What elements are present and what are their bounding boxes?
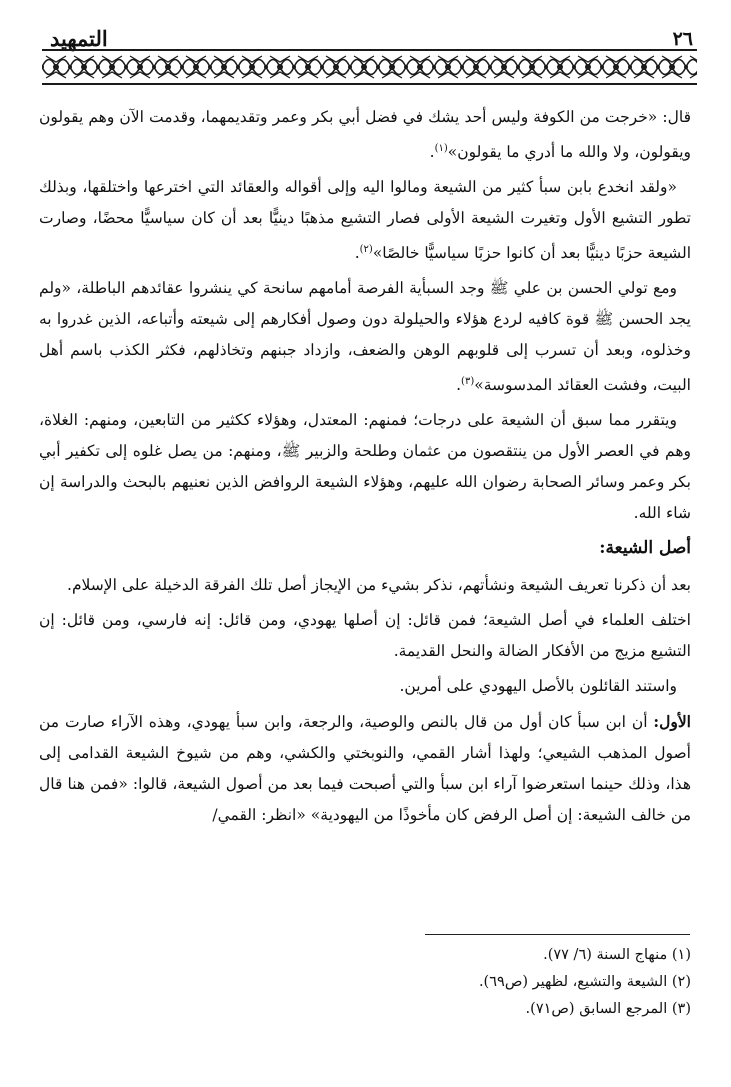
footnote-1: (١) منهاج السنة (٦/ ٧٧). xyxy=(543,947,691,963)
paragraph-6: اختلف العلماء في أصل الشيعة؛ فمن قائل: إن أصلها يهودي، ومن قائل: إنه فارسي، ومن قائل: إن التشيع مزيج من الأفكار الضالة والنحل القديمة. xyxy=(39,611,691,661)
footnote-separator xyxy=(425,934,690,935)
paragraph-7: واستند القائلون بالأصل اليهودي على أمرين. xyxy=(399,677,677,696)
page-number: ٢٦ xyxy=(672,28,693,50)
paragraph-3: ومع تولي الحسن بن علي ﷺ وجد السبأية الفرصة أمامهم سانحة كي ينشروا عقائدهم الباطلة، «ولم يجد الحسن ﷺ قوة كافيه لردع هؤلاء والحيلولة دون وصول أفكارهم إلى شيعته وأتباعه، الذين غدروا به وخذلوه، وبعد أن تسرب إلى قلوبهم الوهن والضعف، وازداد جبنهم وتخاذلهم، فكثر الكذب باسم أهل البيت، وفشت العقائد المدسوسة»$^{(٣)}$. xyxy=(39,279,691,395)
ornamental-border xyxy=(42,48,697,86)
running-title: التمهيد xyxy=(50,26,108,51)
footnote-ref-2[interactable]: (٢) xyxy=(359,244,373,256)
paragraph-5: بعد أن ذكرنا تعريف الشيعة ونشأتهم، نذكر بشيء من الإيجاز أصل تلك الفرقة الدخيلة على الإسلام. xyxy=(67,576,691,595)
footnote-ref-3[interactable]: (٣) xyxy=(461,376,475,388)
paragraph-1: قال: «خرجت من الكوفة وليس أحد يشك في فضل أبي بكر وعمر وتقديمهما، وقدمت الآن وهم يقولون ويقولون، ولا والله ما أدري ما يقولون»$^{(١)}$. xyxy=(39,108,691,162)
paragraph-8: الأول: أن ابن سبأ كان أول من قال بالنص والوصية، والرجعة، وابن سبأ يهودي، وهذه الآراء صارت من أصول المذهب الشيعي؛ ولهذا أشار القمي، والنوبختي والكشي، وهم من شيوخ الشيعة القدامى إلى هذا، وذلك حينما استعرضوا آراء ابن سبأ والتي أصبحت فيما بعد من أصول الشيعة، قالوا: «فمن هنا قال من خالف الشيعة: إن أصل الرفض كان مأخوذًا من اليهودية» «انظر: القمي/ xyxy=(39,712,691,825)
page-header xyxy=(40,26,695,51)
footnote-3: (٣) المرجع السابق (ص٧١). xyxy=(525,1001,691,1017)
footnote-ref-1[interactable]: (١) xyxy=(434,143,448,154)
section-heading: أصل الشيعة: xyxy=(599,538,691,559)
main-text xyxy=(39,102,691,835)
paragraph-2: «ولقد انخدع بابن سبأ كثير من الشيعة ومالوا اليه وإلى أقواله والعقائد التي اخترعها واختلقها، وبذلك تطور التشيع الأول وتغيرت الشيعة الأولى فصار التشيع مذهبًا دينيًّا بعد أن كان سياسيًّا محضًا، وصارت الشيعة حزبًا دينيًّا بعد أن كانوا حزبًا سياسيًّا خالصًا»$^{(٢)}$. xyxy=(39,178,691,263)
paragraph-4: ويتقرر مما سبق أن الشيعة على درجات؛ فمنهم: المعتدل، وهؤلاء ككثير من التابعين، ومنهم: الغلاة، وهم في العصر الأول من ينتقصون من عثمان وطلحة والزبير ﷺ، ومنهم: من يصل غلوه إلى تكفير أبي بكر وعمر وسائر الصحابة رضوان الله عليهم، وهؤلاء الشيعة الروافض الذين نعنيهم بالبحث والدراسة إن شاء الله. xyxy=(39,411,691,523)
paragraph-8-lead: الأول: xyxy=(653,712,691,732)
footnote-2: (٢) الشيعة والتشيع، لظهير (ص٦٩). xyxy=(478,974,691,990)
footnotes xyxy=(39,942,691,1023)
